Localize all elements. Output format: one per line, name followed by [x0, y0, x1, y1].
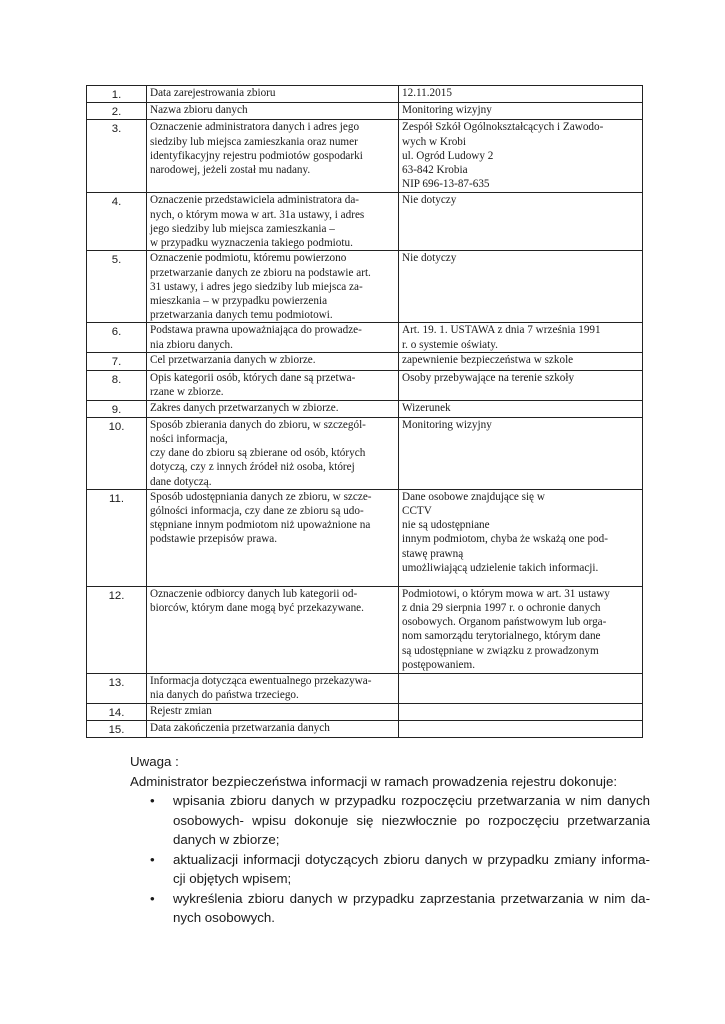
data-register-table [86, 85, 643, 738]
row-number: 3. [87, 120, 147, 193]
list-item-text: wykreślenia zbioru danych w przypadku zaprzestania przetwarzania w nim da-nych osobowych. [173, 890, 650, 925]
row-number: 15. [87, 721, 147, 738]
row-label: Rejestr zmian [147, 703, 399, 720]
list-item [130, 791, 650, 850]
table-row [87, 417, 643, 489]
row-value: Zespół Szkół Ogólnokształcących i Zawodo- wych w Krobi ul. Ogród Ludowy 2 63-842 Krobia NIP 696-13-87-635 [399, 120, 643, 193]
row-label: Cel przetwarzania danych w zbiorze. [147, 353, 399, 370]
bullet-icon: • [150, 793, 155, 808]
row-number: 12. [87, 586, 147, 673]
row-number: 8. [87, 370, 147, 400]
row-value: Osoby przebywające na terenie szkoły [399, 370, 643, 400]
row-label: Oznaczenie przedstawiciela administratora da- nych, o którym mowa w art. 31a ustawy, i adres jego siedziby lub miejsca zamieszkania – w przypadku wyznaczenia takiego podmiotu. [147, 193, 399, 251]
table-row [87, 400, 643, 417]
table-row [87, 251, 643, 323]
row-number: 14. [87, 703, 147, 720]
table-row [87, 586, 643, 673]
row-number: 5. [87, 251, 147, 323]
row-value: Nie dotyczy [399, 251, 643, 323]
row-value [399, 703, 643, 720]
row-label: Podstawa prawna upoważniająca do prowadze- nia zbioru danych. [147, 323, 399, 353]
table-row [87, 120, 643, 193]
table-row [87, 370, 643, 400]
row-label: Data zakończenia przetwarzania danych [147, 721, 399, 738]
row-number: 9. [87, 400, 147, 417]
row-value: zapewnienie bezpieczeństwa w szkole [399, 353, 643, 370]
bullet-icon: • [150, 890, 155, 906]
note-intro: Administrator bezpieczeństwa informacji w ramach prowadzenia rejestru dokonuje: [130, 773, 618, 789]
row-label: Opis kategorii osób, których dane są przetwa- rzane w zbiorze. [147, 370, 399, 400]
bullet-icon: • [150, 851, 155, 867]
row-label: Informacja dotycząca ewentualnego przekazywa- nia danych do państwa trzeciego. [147, 673, 399, 703]
row-value: Podmiotowi, o którym mowa w art. 31 ustawy z dnia 29 sierpnia 1997 r. o ochronie danych osobowych. Organom państwowym lub orga- nom samorządu terytorialnego, którym dane są udostępniane w związku z prowadzonym postępowaniem. [399, 586, 643, 673]
note-section [130, 752, 650, 928]
list-item [130, 850, 650, 889]
row-number: 11. [87, 489, 147, 586]
table-row [87, 673, 643, 703]
row-value: Monitoring wizyjny [399, 417, 643, 489]
table-row [87, 323, 643, 353]
table-row [87, 721, 643, 738]
list-item-text: wpisania zbioru danych w przypadku rozpoczęciu przetwarzania w nim danych osobowych- wpisu dokonuje się niezwłocznie po rozpoczęciu przetwarzania danych w zbiorze; [173, 793, 650, 847]
row-value: Art. 19. 1. USTAWA z dnia 7 września 1991 r. o systemie oświaty. [399, 323, 643, 353]
table-row [87, 353, 643, 370]
row-value: Dane osobowe znajdujące się w CCTV nie są udostępniane innym podmiotom, chyba że wskażą one pod- stawę prawną umożliwiającą udzielenie takich informacji. [399, 489, 643, 586]
row-value: Nie dotyczy [399, 193, 643, 251]
row-number: 7. [87, 353, 147, 370]
row-number: 2. [87, 103, 147, 120]
note-heading: Uwaga : [130, 754, 179, 769]
row-number: 10. [87, 417, 147, 489]
row-label: Sposób udostępniania danych ze zbioru, w szcze- gólności informacja, czy dane ze zbioru są udo- stępniane innym podmiotom niż upoważnione na podstawie przepisów prawa. [147, 489, 399, 586]
row-number: 4. [87, 193, 147, 251]
row-value: 12.11.2015 [399, 86, 643, 103]
list-item-text: aktualizacji informacji dotyczących zbioru danych w przypadku zmiany informa-cji objętych wpisem; [173, 851, 650, 886]
list-item [130, 889, 650, 928]
row-label: Zakres danych przetwarzanych w zbiorze. [147, 400, 399, 417]
row-label: Oznaczenie odbiorcy danych lub kategorii od- biorców, którym dane mogą być przekazywane. [147, 586, 399, 673]
table-row [87, 103, 643, 120]
table-row [87, 86, 643, 103]
row-value: Monitoring wizyjny [399, 103, 643, 120]
row-number: 13. [87, 673, 147, 703]
row-label: Data zarejestrowania zbioru [147, 86, 399, 103]
row-label: Oznaczenie administratora danych i adres jego siedziby lub miejsca zamieszkania oraz numer identyfikacyjny rejestru podmiotów gospodarki narodowej, jeżeli został mu nadany. [147, 120, 399, 193]
table-row [87, 703, 643, 720]
row-value: Wizerunek [399, 400, 643, 417]
row-number: 6. [87, 323, 147, 353]
note-bullet-list [130, 791, 650, 928]
row-label: Oznaczenie podmiotu, któremu powierzono przetwarzanie danych ze zbioru na podstawie art. 31 ustawy, i adres jego siedziby lub miejsca za- mieszkania – w przypadku powierzenia przetwarzania danych temu podmiotowi. [147, 251, 399, 323]
row-value [399, 673, 643, 703]
row-number: 1. [87, 86, 147, 103]
table-row [87, 193, 643, 251]
row-label: Nazwa zbioru danych [147, 103, 399, 120]
row-label: Sposób zbierania danych do zbioru, w szczegól- ności informacja, czy dane do zbioru są zbierane od osób, których dotyczą, czy z innych źródeł niż osoba, której dane dotyczą. [147, 417, 399, 489]
row-value [399, 721, 643, 738]
table-row [87, 489, 643, 586]
